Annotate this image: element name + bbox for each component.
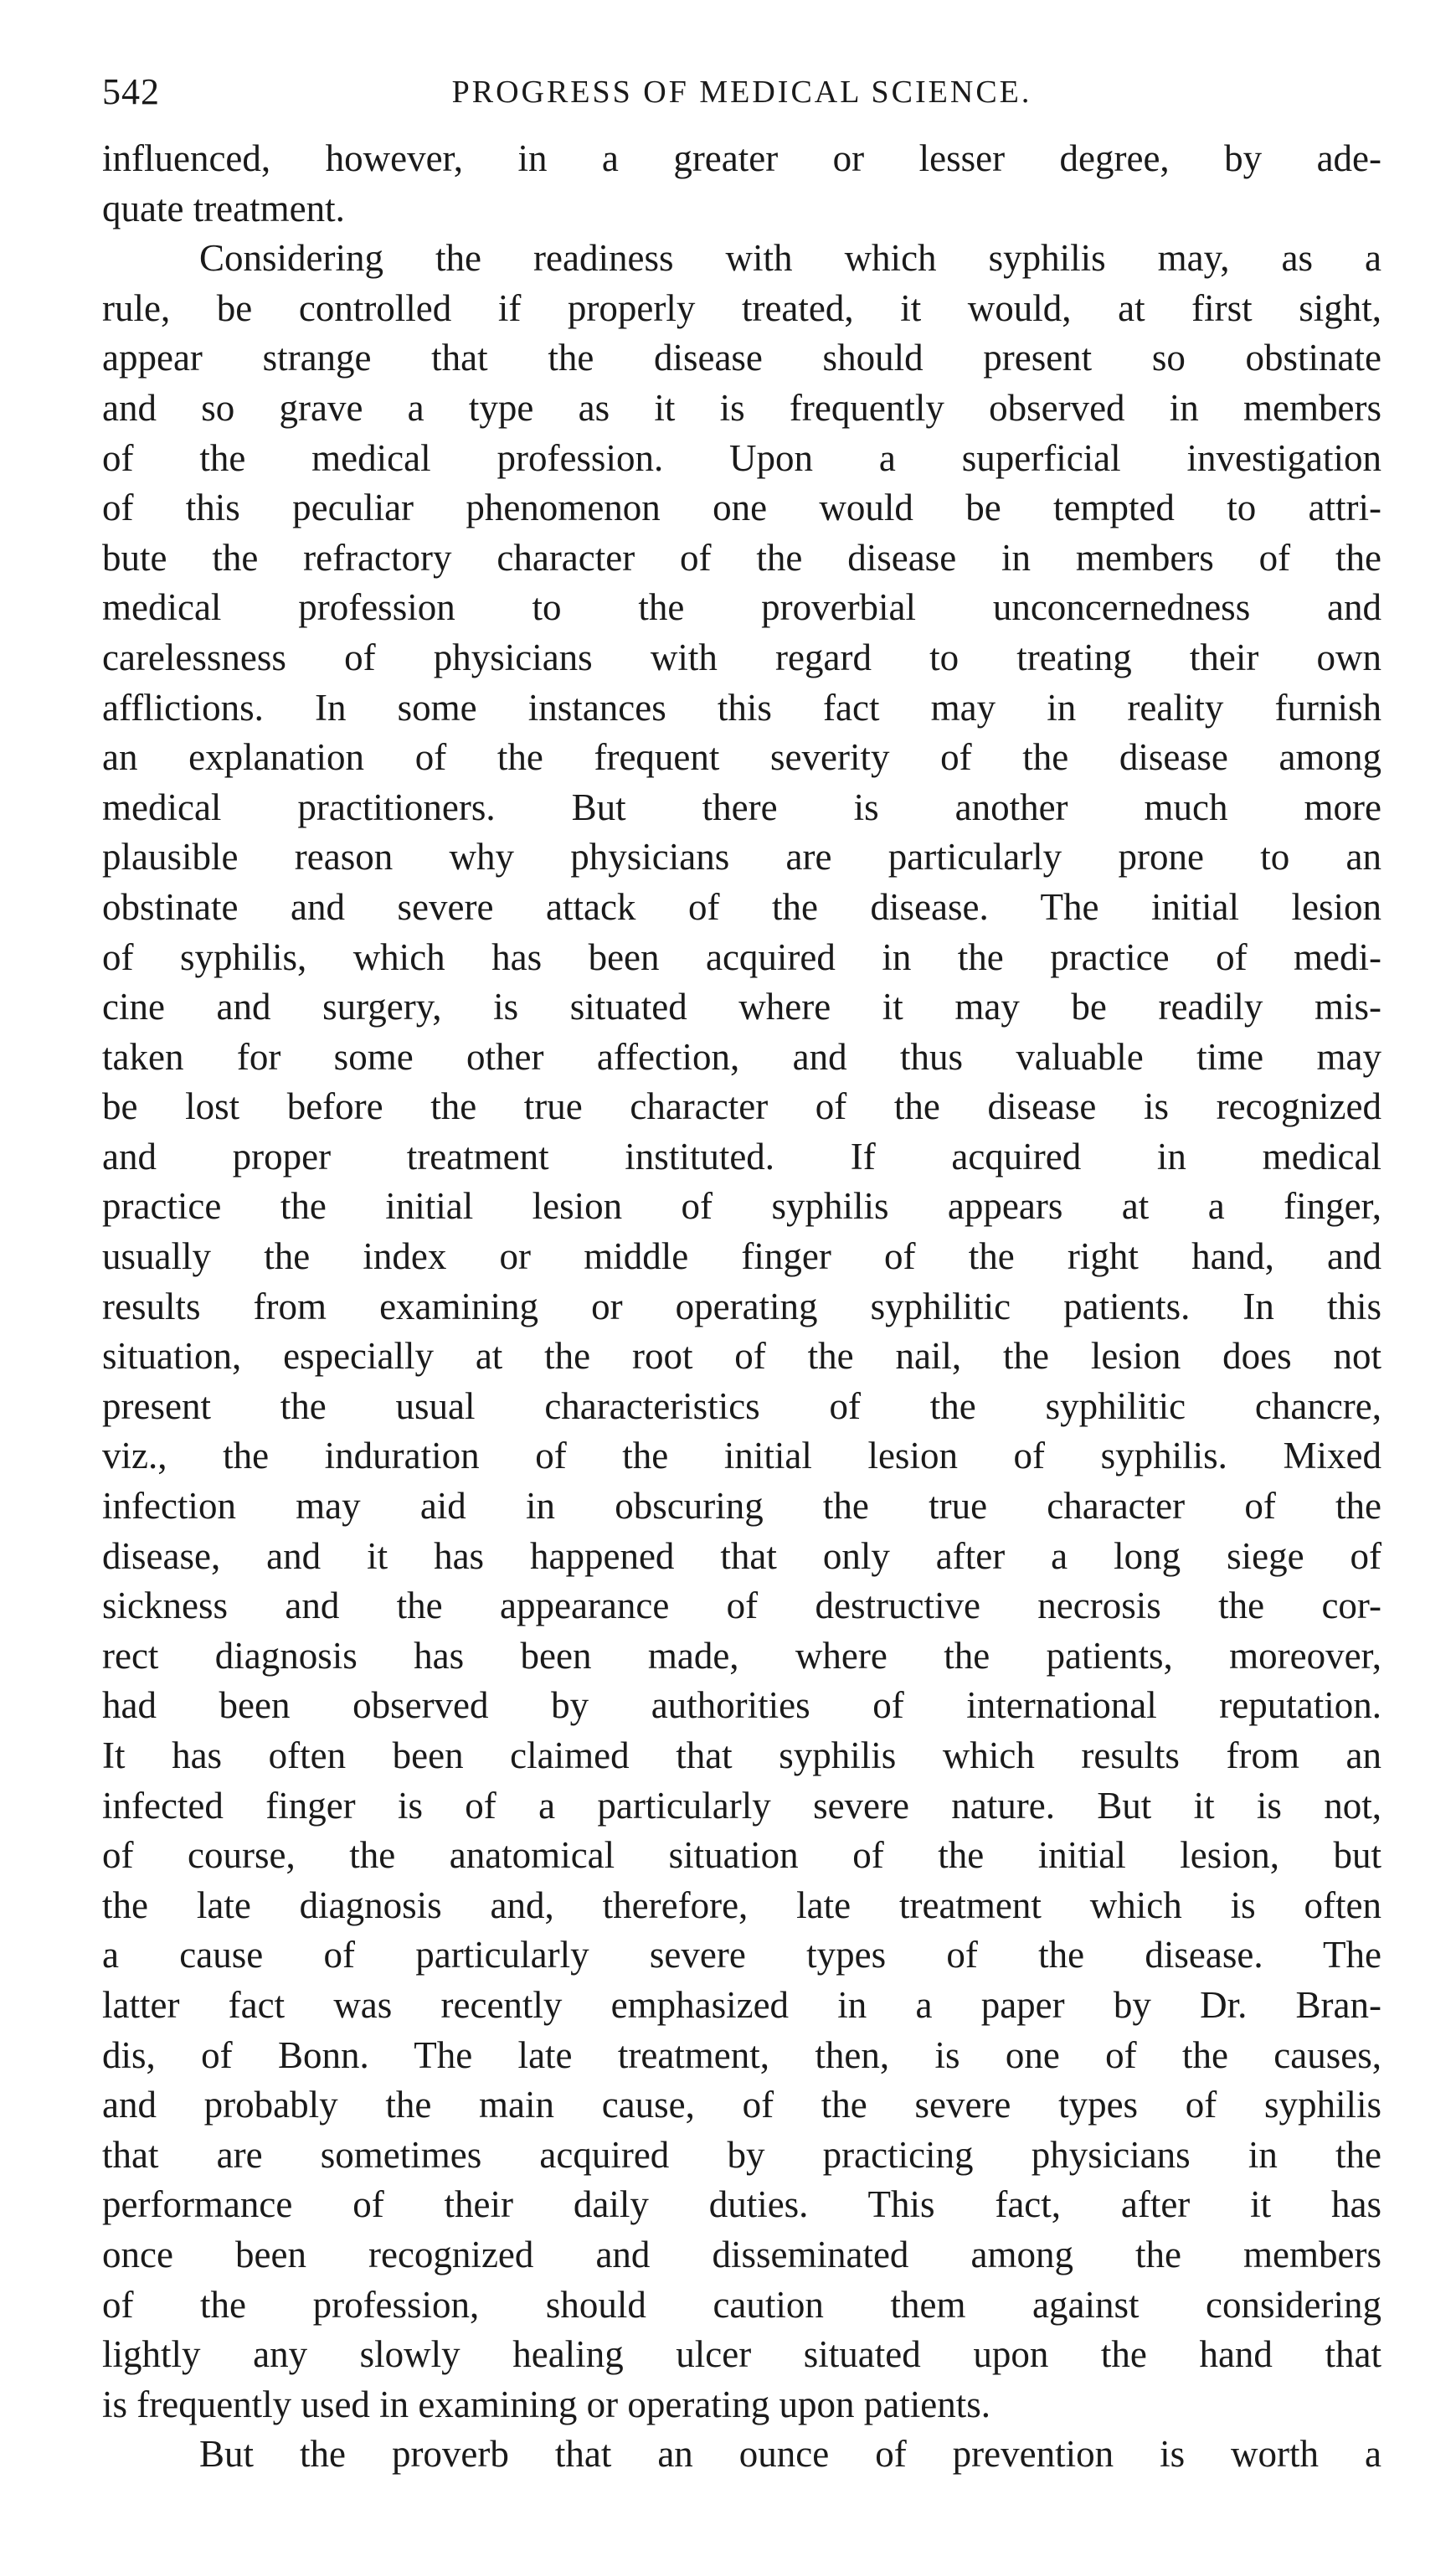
text-line: medical profession to the proverbial unconcernedness and: [102, 586, 1381, 629]
text-line: had been observed by authorities of international reputation.: [102, 1684, 1381, 1727]
text-line: taken for some other affection, and thus valuable time may: [102, 1035, 1381, 1078]
text-line: influenced, however, in a greater or lesser degree, by ade-: [102, 137, 1381, 179]
text-line: an explanation of the frequent severity of the disease among: [102, 736, 1381, 779]
running-head: [102, 59, 1381, 126]
text-line: usually the index or middle finger of the right hand, and: [102, 1235, 1381, 1278]
book-page: [102, 59, 1381, 2480]
text-line: dis, of Bonn. The late treatment, then, is one of the causes,: [102, 2033, 1381, 2076]
text-line: But the proverb that an ounce of prevention is worth a: [199, 2433, 1381, 2476]
text-line: rect diagnosis has been made, where the patients, moreover,: [102, 1634, 1381, 1677]
text-line: that are sometimes acquired by practicing physicians in the: [102, 2133, 1381, 2176]
text-line: performance of their daily duties. This fact, after it has: [102, 2183, 1381, 2226]
paragraph: [102, 234, 1381, 2430]
text-line: rule, be controlled if properly treated, it would, at first sight,: [102, 286, 1381, 329]
text-line: and proper treatment instituted. If acquired in medical: [102, 1135, 1381, 1178]
text-line: carelessness of physicians with regard to treating their own: [102, 636, 1381, 678]
body-text: [102, 134, 1381, 2480]
text-line: results from examining or operating syphilitic patients. In this: [102, 1285, 1381, 1327]
paragraph: [102, 2430, 1381, 2480]
text-line: medical practitioners. But there is another much more: [102, 786, 1381, 828]
text-line: bute the refractory character of the disease in members of the: [102, 536, 1381, 579]
text-line: is frequently used in examining or operating upon patients.: [102, 2383, 991, 2425]
text-line: present the usual characteristics of the syphilitic chancre,: [102, 1384, 1381, 1427]
text-line: obstinate and severe attack of the disease. The initial lesion: [102, 885, 1381, 928]
text-line: viz., the induration of the initial lesion of syphilis. Mixed: [102, 1435, 1381, 1477]
text-line: be lost before the true character of the disease is recognized: [102, 1085, 1381, 1128]
paragraph: [102, 134, 1381, 234]
text-line: practice the initial lesion of syphilis appears at a finger,: [102, 1185, 1381, 1228]
text-line: lightly any slowly healing ulcer situated upon the hand that: [102, 2333, 1381, 2376]
text-line: the late diagnosis and, therefore, late treatment which is often: [102, 1884, 1381, 1926]
text-line: infection may aid in obscuring the true character of the: [102, 1485, 1381, 1528]
text-line: infected finger is of a particularly severe nature. But it is not,: [102, 1784, 1381, 1827]
text-line: and so grave a type as it is frequently observed in members: [102, 386, 1381, 429]
text-line: cine and surgery, is situated where it may be readily mis-: [102, 986, 1381, 1028]
text-line: quate treatment.: [102, 187, 345, 229]
text-line: of the medical profession. Upon a superficial investigation: [102, 436, 1381, 479]
text-line: once been recognized and disseminated among the members: [102, 2233, 1381, 2275]
text-line: sickness and the appearance of destructive necrosis the cor-: [102, 1585, 1381, 1627]
text-line: Considering the readiness with which syphilis may, as a: [199, 237, 1381, 280]
text-line: It has often been claimed that syphilis which results from an: [102, 1734, 1381, 1776]
text-line: plausible reason why physicians are particularly prone to an: [102, 836, 1381, 879]
text-line: of the profession, should caution them against considering: [102, 2283, 1381, 2326]
text-line: of this peculiar phenomenon one would be tempted to attri-: [102, 487, 1381, 529]
running-title: PROGRESS OF MEDICAL SCIENCE.: [451, 75, 1032, 110]
text-line: disease, and it has happened that only after a long siege of: [102, 1534, 1381, 1577]
text-line: a cause of particularly severe types of the disease. The: [102, 1934, 1381, 1976]
page-number: 542: [102, 71, 160, 112]
text-line: afflictions. In some instances this fact may in reality furnish: [102, 686, 1381, 729]
text-line: and probably the main cause, of the severe types of syphilis: [102, 2084, 1381, 2126]
text-line: appear strange that the disease should present so obstinate: [102, 337, 1381, 379]
text-line: situation, especially at the root of the nail, the lesion does not: [102, 1335, 1381, 1378]
text-line: of course, the anatomical situation of the initial lesion, but: [102, 1834, 1381, 1877]
text-line: latter fact was recently emphasized in a paper by Dr. Bran-: [102, 1983, 1381, 2026]
text-line: of syphilis, which has been acquired in the practice of medi-: [102, 935, 1381, 978]
